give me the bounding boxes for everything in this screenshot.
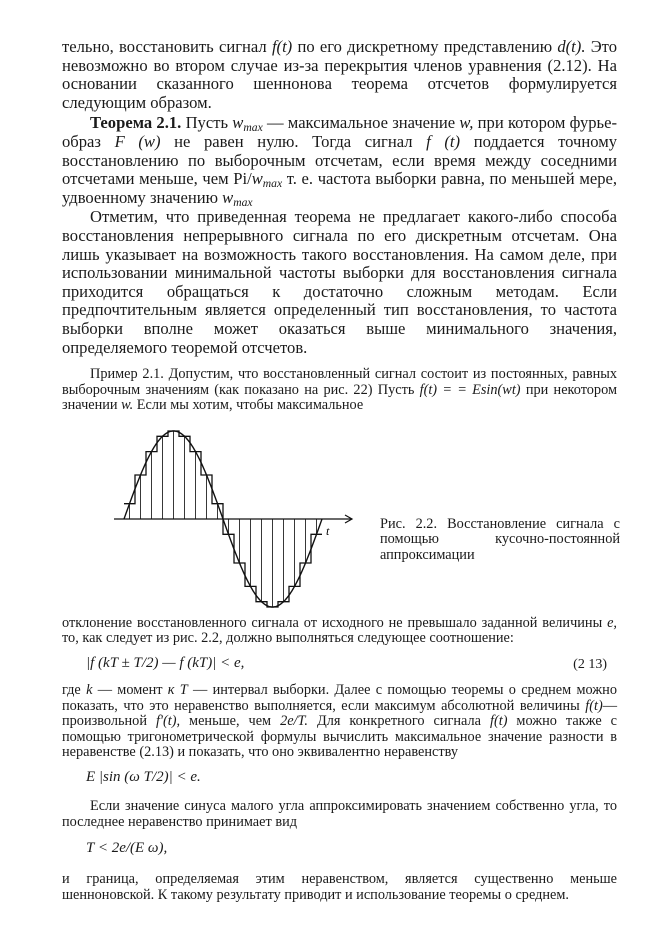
- text-run: Это невозможно во втором случае из-за перекрытия членов уравнения (2.12). На основании сказанного шенноновa теорема отсчетов формулируется следующим образом.: [62, 37, 617, 112]
- text-run: не равен нулю. Тогда сигнал: [160, 131, 427, 151]
- math-w: w.: [121, 397, 134, 414]
- text-run: тельно, восстановить сигнал: [62, 37, 272, 56]
- example-paragraph: [62, 367, 617, 414]
- math-w: w: [251, 169, 263, 189]
- text-run: —произвольной: [62, 697, 617, 730]
- math-f-prime-t: f'(t),: [155, 713, 181, 730]
- text-run: отклонение восстановленного сигнала от исходного не превышало заданной величины: [62, 614, 608, 631]
- math-f-t: f (t): [426, 131, 461, 151]
- formula-sine-inequality: E |sin (ω T/2)| < e.: [86, 769, 201, 786]
- paragraph-small-angle: Если значение синуса малого угла аппроксимировать значением собственно угла, то последнее неравенство принимает вид: [62, 798, 617, 830]
- math-w: w,: [459, 113, 474, 133]
- theorem-label: Теорема 2.1.: [90, 113, 182, 133]
- math-f-eq: f(t) = = Esin(wt): [419, 381, 521, 398]
- formula-T-bound: T < 2e/(E ω),: [86, 840, 168, 857]
- text-run: можно также с помощью тригонометрической формулы вычислить максимальное значение разности в неравенстве (2.13) и показать, что оно эквивалентно неравенству: [62, 713, 617, 761]
- text-run: где: [62, 682, 87, 699]
- paragraph-deviation: [62, 616, 617, 647]
- subscript-max: max: [262, 177, 283, 191]
- math-k: k: [86, 682, 93, 699]
- text-run: Пример 2.1. Допустим, что восстановленный сигнал состоит из постоянных, равных выборочным значениям (как показано на рис. 22) Пусть: [62, 366, 617, 398]
- figure-caption: Рис. 2.2. Восстановление сигнала с помощью кусочно-постоянной аппроксимации: [380, 515, 620, 563]
- math-e: e,: [607, 614, 617, 631]
- paragraph-conclusion: и граница, определяемая этим неравенством, является существенно меньше шенноновской. К такому результату приводит и использование теоремы о среднем.: [62, 871, 617, 903]
- math-w: w: [222, 187, 234, 207]
- text-run: — момент: [92, 682, 168, 699]
- math-2e-T: 2e/T.: [280, 713, 308, 730]
- text-run: поддается точному восстановлению по выборочным отсчетам, если время между соседними отсчетами меньше, чем Pi/: [62, 131, 618, 189]
- math-w: w: [232, 113, 244, 133]
- formula-text: |f (kT ± T/2) — f (kT)| < e,: [86, 655, 245, 672]
- math-F-w: F (w): [114, 131, 161, 151]
- text-run: т. е. частота выборки равна, по меньшей мере, удвоенному значению: [62, 169, 618, 207]
- figure-2-2: [62, 416, 620, 616]
- paragraph-intro: [62, 38, 617, 112]
- formula-2-13: [62, 655, 617, 677]
- paragraph-remark: Отметим, что приведенная теорема не предлагает какого-либо способа восстановления непрерывного сигнала по его дискретным отсчетам. Она лишь указывает на возможность такого восстановления. На самом деле, при использовании минимальной частоты выборки для восстановления сигнала приходится обращаться к достаточно сложным методам. Если предпочтительным является определенный тип восстановления, то частота выборки вполне может оказаться выше минимального значения, определяемого теоремой отсчетов.: [62, 207, 617, 357]
- text-run: при котором фурье-образ: [62, 113, 618, 151]
- math-d-t: d(t).: [557, 37, 586, 56]
- text-run: меньше, чем: [180, 713, 281, 730]
- math-f-t: f(t): [585, 697, 603, 714]
- text-run: при некотором значении: [62, 381, 617, 414]
- text-run: по его дискретному представлению: [292, 37, 558, 56]
- math-kT: к Т: [167, 682, 188, 699]
- math-f-t: f(t): [271, 37, 293, 56]
- text-run: — максимальное значение: [262, 113, 460, 133]
- text-run: Для конкретного сигнала: [308, 713, 490, 730]
- text-run: Если мы хотим, чтобы максимальное: [133, 397, 364, 414]
- theorem-paragraph: [62, 114, 617, 207]
- subscript-max: max: [233, 195, 253, 209]
- paragraph-mean-value: [62, 683, 617, 761]
- text-run: — интервал выборки. Далее с помощью теоремы о среднем можно показать, что это неравенство выполняется, если максимум абсолютной величины: [62, 682, 617, 714]
- text-run: Пусть: [181, 113, 233, 133]
- axis-label-t: t: [326, 523, 330, 538]
- signal-figure: [114, 416, 354, 612]
- page: [62, 37, 620, 903]
- equation-number: (2 13): [573, 657, 607, 673]
- math-f-t: f(t): [489, 713, 508, 730]
- subscript-max: max: [243, 121, 263, 135]
- text-run: то, как следует из рис. 2.2, должно выполняться следующее соотношение:: [62, 630, 514, 647]
